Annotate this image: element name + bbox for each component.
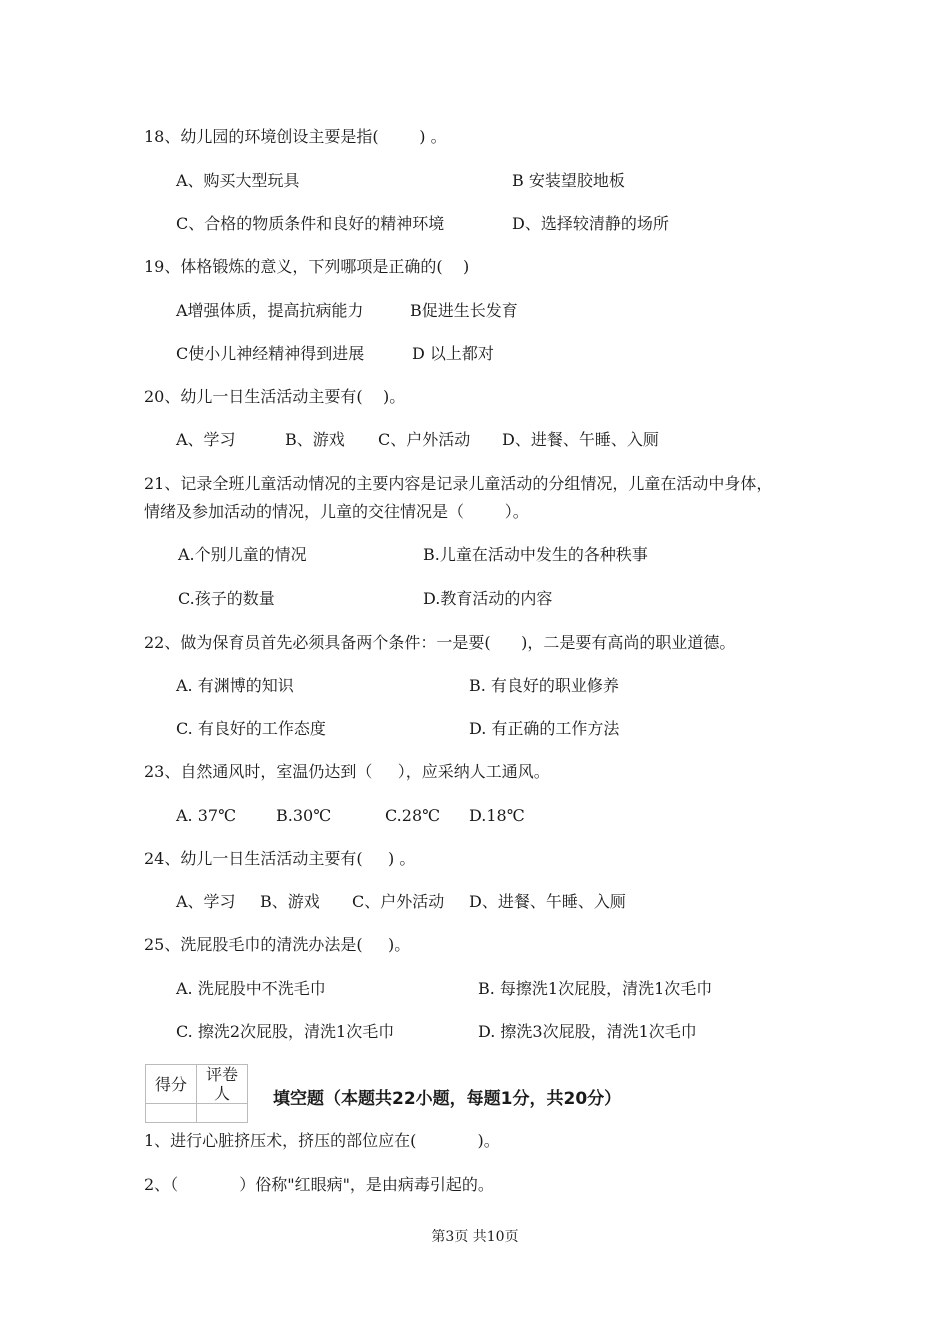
question-21-option-b: B.儿童在活动中发生的各种秩事: [423, 545, 648, 564]
question-24-option-c: C、户外活动: [352, 892, 445, 911]
score-cell: [146, 1104, 197, 1123]
question-19-stem: 19、体格锻炼的意义，下列哪项是正确的( ): [144, 257, 470, 276]
question-22-option-d: D. 有正确的工作方法: [469, 719, 620, 738]
grader-header: 评卷人: [197, 1065, 248, 1104]
question-23-option-b: B.30℃: [276, 806, 332, 825]
score-table: [145, 1064, 248, 1123]
question-25-option-c: C. 擦洗2次屁股，清洗1次毛巾: [176, 1022, 395, 1041]
question-20-stem: 20、幼儿一日生活活动主要有( )。: [144, 387, 406, 406]
fill-question-2: 2、（ ）俗称"红眼病"，是由病毒引起的。: [144, 1175, 494, 1194]
question-21-option-d: D.教育活动的内容: [423, 589, 553, 608]
question-18-stem: 18、幼儿园的环境创设主要是指( ) 。: [144, 127, 447, 146]
section-title: 填空题（本题共22小题，每题1分，共20分）: [273, 1089, 622, 1109]
question-25-option-a: A. 洗屁股中不洗毛巾: [176, 979, 326, 998]
page-footer: 第3页 共10页: [431, 1229, 519, 1245]
question-20-option-c: C、户外活动: [378, 430, 471, 449]
question-24-option-b: B、游戏: [260, 892, 320, 911]
question-20-option-d: D、进餐、午睡、入厕: [502, 430, 659, 449]
question-22-stem: 22、做为保育员首先必须具备两个条件：一是要( )，二是要有高尚的职业道德。: [144, 633, 736, 652]
question-18-option-b: B 安装望胶地板: [512, 171, 625, 190]
question-23-option-a: A. 37℃: [176, 806, 236, 825]
question-24-option-a: A、学习: [176, 892, 236, 911]
question-19-option-a: A增强体质，提高抗病能力: [176, 301, 364, 320]
question-24-option-d: D、进餐、午睡、入厕: [469, 892, 626, 911]
question-19-option-c: C使小儿神经精神得到进展: [176, 344, 365, 363]
question-22-option-b: B. 有良好的职业修养: [469, 676, 619, 695]
question-22-option-c: C. 有良好的工作态度: [176, 719, 326, 738]
question-25-option-d: D. 擦洗3次屁股，清洗1次毛巾: [478, 1022, 697, 1041]
question-18-option-c: C、合格的物质条件和良好的精神环境: [176, 214, 445, 233]
question-18-option-d: D、选择较清静的场所: [512, 214, 669, 233]
question-23-option-d: D.18℃: [469, 806, 525, 825]
question-23-option-c: C.28℃: [385, 806, 441, 825]
question-25-stem: 25、洗屁股毛巾的清洗办法是( )。: [144, 935, 411, 954]
question-22-option-a: A. 有渊博的知识: [176, 676, 294, 695]
question-21-stem-line2: 情绪及参加活动的情况，儿童的交往情况是（ ）。: [144, 502, 529, 521]
fill-question-1: 1、进行心脏挤压术，挤压的部位应在( )。: [144, 1131, 500, 1150]
question-23-stem: 23、自然通风时，室温仍达到（ ），应采纳人工通风。: [144, 762, 550, 781]
question-20-option-b: B、游戏: [285, 430, 345, 449]
grader-cell: [197, 1104, 248, 1123]
question-18-option-a: A、购买大型玩具: [176, 171, 300, 190]
question-24-stem: 24、幼儿一日生活活动主要有( ) 。: [144, 849, 416, 868]
question-19-option-b: B促进生长发育: [410, 301, 518, 320]
score-header: 得分: [146, 1065, 197, 1104]
question-21-option-a: A.个别儿童的情况: [178, 545, 307, 564]
question-21-option-c: C.孩子的数量: [178, 589, 275, 608]
question-25-option-b: B. 每擦洗1次屁股，清洗1次毛巾: [478, 979, 713, 998]
question-19-option-d: D 以上都对: [412, 344, 494, 363]
question-21-stem-line1: 21、记录全班儿童活动情况的主要内容是记录儿童活动的分组情况，儿童在活动中身体，: [144, 474, 773, 493]
question-20-option-a: A、学习: [176, 430, 236, 449]
